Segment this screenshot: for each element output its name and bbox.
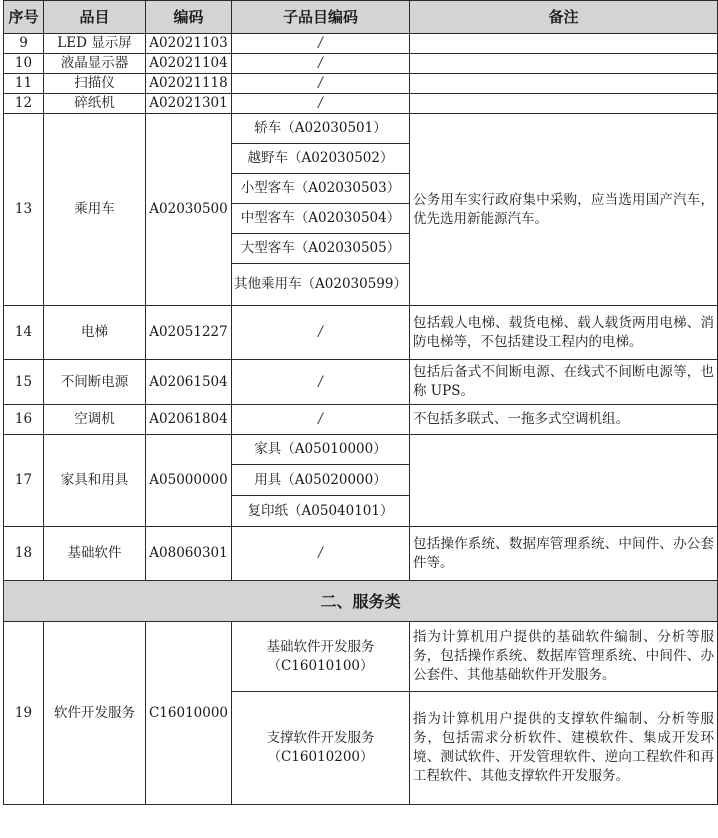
row-seq: 17 — [4, 435, 44, 527]
row-code: A05000000 — [146, 435, 232, 527]
row-code: A02030500 — [146, 114, 232, 306]
row-sub-code: / — [232, 306, 410, 360]
table-row — [4, 114, 718, 144]
sub-item-name: 支撑软件开发服务 — [266, 730, 375, 746]
row-note — [410, 74, 718, 94]
sub-item-code: 家具（A05010000） — [232, 435, 410, 465]
row-item: 碎纸机 — [44, 94, 146, 114]
table-row — [4, 74, 718, 94]
sub-item-code-value: （C16010100） — [267, 657, 374, 674]
row-seq: 14 — [4, 306, 44, 360]
section-row — [4, 581, 718, 622]
row-code: C16010000 — [146, 622, 232, 805]
table-row — [4, 622, 718, 692]
header-row — [4, 1, 718, 34]
row-seq: 11 — [4, 74, 44, 94]
row-note: 不包括多联式、一拖多式空调机组。 — [410, 405, 718, 435]
row-code: A08060301 — [146, 527, 232, 581]
sub-item-code: 复印纸（A05040101） — [232, 496, 410, 527]
table-row — [4, 306, 718, 360]
header-item: 品目 — [44, 1, 146, 34]
sub-item-code: 越野车（A02030502） — [232, 144, 410, 174]
row-note — [410, 435, 718, 527]
table-row — [4, 54, 718, 74]
row-code: A02051227 — [146, 306, 232, 360]
row-item: LED 显示屏 — [44, 34, 146, 54]
sub-item-code: 小型客车（A02030503） — [232, 174, 410, 204]
row-sub-code: / — [232, 94, 410, 114]
row-note — [410, 34, 718, 54]
row-item: 电梯 — [44, 306, 146, 360]
row-code: A02061804 — [146, 405, 232, 435]
sub-item-code-value: （C16010200） — [267, 749, 374, 765]
row-seq: 10 — [4, 54, 44, 74]
row-seq: 19 — [4, 622, 44, 805]
table-row — [4, 405, 718, 435]
row-seq: 12 — [4, 94, 44, 114]
row-item: 空调机 — [44, 405, 146, 435]
row-seq: 16 — [4, 405, 44, 435]
header-note: 备注 — [410, 1, 718, 34]
sub-item-code: 大型客车（A02030505） — [232, 234, 410, 264]
row-note — [410, 54, 718, 74]
row-code: A02021104 — [146, 54, 232, 74]
row-item: 不间断电源 — [44, 360, 146, 405]
procurement-catalog-table — [3, 0, 718, 805]
row-sub-code: / — [232, 405, 410, 435]
row-seq: 18 — [4, 527, 44, 581]
sub-item-code — [232, 692, 410, 805]
row-note: 指为计算机用户提供的基础软件编制、分析等服务，包括操作系统、数据库管理系统、中间件、办公套件、其他基础软件开发服务。 — [410, 622, 718, 692]
row-code: A02021301 — [146, 94, 232, 114]
sub-item-code — [232, 622, 410, 692]
section-title: 二、服务类 — [4, 581, 718, 622]
sub-item-code: 中型客车（A02030504） — [232, 204, 410, 234]
row-note: 包括后备式不间断电源、在线式不间断电源等，也称 UPS。 — [410, 360, 718, 405]
sub-item-code: 用具（A05020000） — [232, 465, 410, 496]
row-item: 基础软件 — [44, 527, 146, 581]
row-code: A02061504 — [146, 360, 232, 405]
row-code: A02021118 — [146, 74, 232, 94]
row-note: 公务用车实行政府集中采购，应当选用国产汽车，优先选用新能源汽车。 — [410, 114, 718, 306]
row-seq: 15 — [4, 360, 44, 405]
table-row — [4, 527, 718, 581]
row-note: 包括载人电梯、载货电梯、载人载货两用电梯、消防电梯等，不包括建设工程内的电梯。 — [410, 306, 718, 360]
row-seq: 13 — [4, 114, 44, 306]
row-note: 指为计算机用户提供的支撑软件编制、分析等服务，包括需求分析软件、建模软件、集成开发环境、测试软件、开发管理软件、逆向工程软件和再工程软件、其他支撑软件开发服务。 — [410, 692, 718, 805]
header-seq: 序号 — [4, 1, 44, 34]
row-note — [410, 94, 718, 114]
header-sub-code: 子品目编码 — [232, 1, 410, 34]
row-note: 包括操作系统、数据库管理系统、中间件、办公套件等。 — [410, 527, 718, 581]
table-row — [4, 34, 718, 54]
sub-item-name: 基础软件开发服务 — [266, 638, 375, 655]
sub-item-code: 其他乘用车（A02030599） — [232, 264, 410, 306]
row-sub-code: / — [232, 34, 410, 54]
row-sub-code: / — [232, 54, 410, 74]
header-code: 编码 — [146, 1, 232, 34]
sub-item-code: 轿车（A02030501） — [232, 114, 410, 144]
row-item: 软件开发服务 — [44, 622, 146, 805]
table-row — [4, 435, 718, 465]
row-sub-code: / — [232, 360, 410, 405]
table-row — [4, 94, 718, 114]
row-item: 乘用车 — [44, 114, 146, 306]
row-seq: 9 — [4, 34, 44, 54]
row-item: 扫描仪 — [44, 74, 146, 94]
row-code: A02021103 — [146, 34, 232, 54]
table-row — [4, 360, 718, 405]
row-sub-code: / — [232, 74, 410, 94]
row-sub-code: / — [232, 527, 410, 581]
row-item: 液晶显示器 — [44, 54, 146, 74]
row-item: 家具和用具 — [44, 435, 146, 527]
